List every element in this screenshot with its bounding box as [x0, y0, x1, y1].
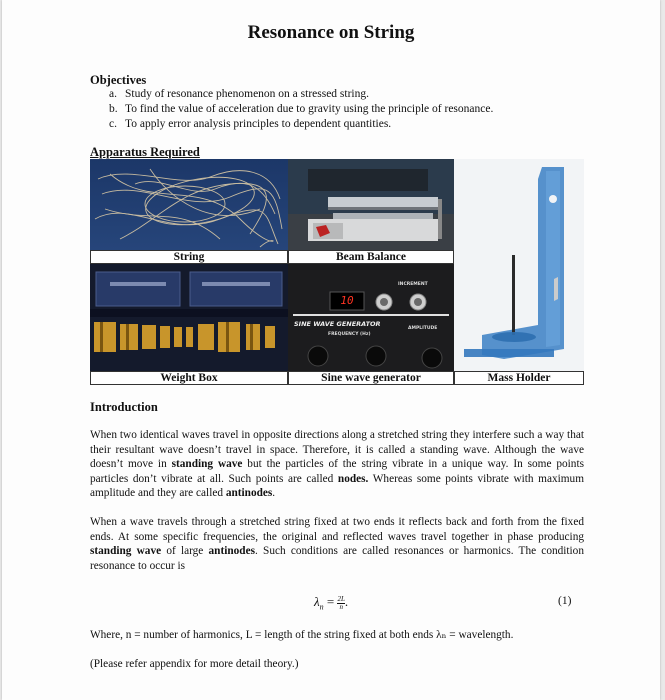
where-line: Where, n = number of harmonics, L = length of the string fixed at both ends λₙ = wavelength. [90, 629, 514, 641]
string-caption: String [90, 250, 288, 264]
objective-item [109, 103, 493, 115]
intro-paragraph-1 [90, 428, 584, 501]
formula-fraction [337, 596, 344, 611]
formula-equals: = [323, 594, 338, 609]
sine-wave-generator-photo [288, 264, 454, 371]
formula-denominator: n [339, 602, 343, 611]
string-photo [90, 159, 288, 250]
bold-term: standing wave [90, 545, 162, 558]
formula-lambda: λ [314, 594, 320, 609]
paragraph-text: of large [161, 545, 209, 558]
formula-subscript: n [319, 602, 324, 612]
weight-box-caption: Weight Box [90, 371, 288, 385]
bold-term: antinodes [225, 487, 273, 500]
generator-amplitude-label: AMPLITUDE [408, 326, 438, 331]
formula-period: . [344, 594, 349, 609]
equation-number: (1) [558, 595, 572, 607]
document-page [2, 0, 660, 700]
sine-wave-generator-caption: Sine wave generator [288, 371, 454, 385]
paragraph-text: When two identical waves travel in opposite directions along a stretched string they interfere such a way that their resultant wave doesn’t travel in space. Therefore, it is called a standing wave. Although the wave doesn’t move in [90, 429, 584, 471]
objective-text: Study of resonance phenomenon on a stressed string. [125, 88, 370, 100]
weight-box-photo [90, 264, 288, 371]
mass-holder-photo [454, 159, 584, 371]
bold-term: nodes. [337, 472, 369, 485]
paragraph-text: . [272, 487, 276, 500]
formula-numerator: 2L [337, 594, 345, 603]
introduction-heading: Introduction [90, 400, 158, 414]
paragraph-text: Whereas some points vibrate with maximum amplitude and they are called [90, 472, 584, 500]
objective-item [109, 88, 369, 100]
paragraph-text: When a wave travels through a stretched string fixed at two ends it reflects back and forth from the fixed ends. At some specific frequencies, the original and reflected waves travel together in phase producing [90, 516, 584, 543]
generator-display: 10 [340, 294, 354, 307]
intro-paragraph-2 [90, 515, 584, 573]
generator-frequency-label: FREQUENCY (Hz) [328, 332, 371, 337]
paragraph-text: . Such conditions are called resonances or harmonics. The condition resonance to occur is [90, 545, 584, 572]
bold-term: standing wave [171, 458, 243, 471]
appendix-note: (Please refer appendix for more detail theory.) [90, 658, 299, 670]
apparatus-grid [90, 159, 584, 385]
objective-letter: c. [109, 118, 117, 130]
beam-balance-caption: Beam Balance [288, 250, 454, 264]
generator-increment-label: INCREMENT [398, 282, 428, 287]
objective-item [109, 118, 391, 130]
bold-term: antinodes [208, 545, 255, 558]
objective-text: To find the value of acceleration due to gravity using the principle of resonance. [125, 103, 494, 115]
resonance-formula [314, 594, 348, 612]
objective-letter: b. [109, 103, 118, 115]
objectives-heading: Objectives [90, 73, 147, 87]
beam-balance-photo [288, 159, 454, 250]
mass-holder-caption: Mass Holder [454, 371, 584, 385]
paragraph-text: but the particles of the string vibrate in a unique way. In some points particles don’t vibrate at all. Such points are called [90, 458, 584, 485]
objective-text: To apply error analysis principles to dependent quantities. [125, 118, 392, 130]
page-title: Resonance on String [247, 22, 415, 43]
objective-letter: a. [109, 88, 117, 100]
generator-name-label: SINE WAVE GENERATOR [294, 320, 381, 328]
apparatus-heading: Apparatus Required [90, 145, 200, 159]
